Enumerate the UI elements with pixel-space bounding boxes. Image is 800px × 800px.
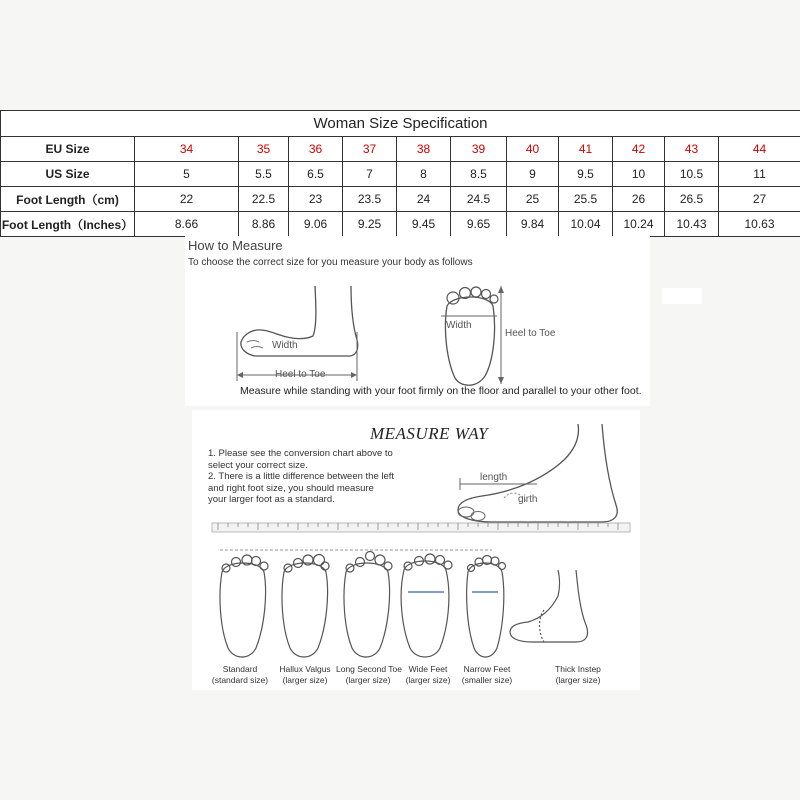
table-cell: 36 [289, 137, 343, 162]
table-cell: 8.5 [451, 162, 507, 187]
table-cell: 9.25 [343, 212, 397, 237]
table-cell: 24.5 [451, 187, 507, 212]
how-to-measure-title: How to Measure [188, 238, 283, 253]
foot-type-hallux-valgus [272, 664, 338, 686]
table-cell: 22 [135, 187, 239, 212]
note-line: select your correct size. [208, 459, 308, 471]
table-cell: 7 [343, 162, 397, 187]
foot-type-note: (larger size) [555, 675, 601, 685]
foot-side-illustration [185, 236, 650, 386]
table-cell: 27 [719, 187, 800, 212]
table-cell: 10.43 [665, 212, 719, 237]
table-cell: 38 [397, 137, 451, 162]
table-row [1, 162, 800, 187]
foot-type-note: (larger size) [405, 675, 451, 685]
row-label: Foot Length（cm) [1, 187, 135, 212]
measure-way-panel [192, 410, 640, 690]
table-cell: 39 [451, 137, 507, 162]
row-label: Foot Length（Inches） [1, 212, 135, 237]
table-cell: 9.45 [397, 212, 451, 237]
table-cell: 11 [719, 162, 800, 187]
table-cell: 9.06 [289, 212, 343, 237]
foot-type-name: Long Second Toe [336, 664, 403, 674]
table-cell: 42 [613, 137, 665, 162]
table-title: Woman Size Specification [1, 111, 800, 137]
blank-patch [662, 288, 702, 304]
table-cell: 26.5 [665, 187, 719, 212]
table-cell: 8 [397, 162, 451, 187]
table-row [1, 137, 800, 162]
foot-type-standard [210, 664, 270, 686]
measure-way-title: MEASURE WAY [370, 424, 489, 443]
foot-type-note: (standard size) [211, 675, 269, 685]
table-cell: 9 [507, 162, 559, 187]
measure-caption: Measure while standing with your foot firmly on the floor and parallel to your other foot. [240, 385, 642, 397]
sole-length-label: Heel to Toe [505, 328, 556, 339]
table-cell: 10.04 [559, 212, 613, 237]
table-cell: 41 [559, 137, 613, 162]
table-cell: 25.5 [559, 187, 613, 212]
table-title-row [1, 111, 800, 137]
girth-label: girth [518, 494, 538, 505]
how-to-measure-subtitle: To choose the correct size for you measure your body as follows [188, 257, 473, 268]
table-cell: 25 [507, 187, 559, 212]
table-cell: 35 [239, 137, 289, 162]
side-width-label: Width [272, 340, 298, 351]
note-line: and right foot size, you should measure [208, 482, 374, 494]
table-cell: 8.66 [135, 212, 239, 237]
table-cell: 8.86 [239, 212, 289, 237]
size-table [0, 110, 800, 237]
foot-type-wide-feet [398, 664, 458, 686]
note-line: 1. Please see the conversion chart above to [208, 448, 393, 459]
side-length-label: Heel to Toe [275, 369, 326, 380]
length-label: length [480, 472, 508, 483]
foot-type-long-second-toe [336, 664, 403, 686]
table-cell: 22.5 [239, 187, 289, 212]
sole-width-label: Width [446, 320, 472, 331]
table-cell: 34 [135, 137, 239, 162]
note-line: your larger foot as a standard. [208, 494, 335, 505]
table-cell: 37 [343, 137, 397, 162]
table-row [1, 212, 800, 237]
row-label: EU Size [1, 137, 135, 162]
foot-type-narrow-feet [456, 664, 518, 686]
table-cell: 10 [613, 162, 665, 187]
foot-type-name: Standard [222, 664, 258, 674]
table-cell: 43 [665, 137, 719, 162]
foot-type-note: (larger size) [345, 675, 391, 685]
how-to-measure-panel [185, 236, 650, 406]
table-cell: 5 [135, 162, 239, 187]
foot-type-thick-instep [546, 664, 610, 686]
row-label: US Size [1, 162, 135, 187]
foot-type-name: Narrow Feet [463, 664, 511, 674]
table-cell: 9.84 [507, 212, 559, 237]
table-cell: 23 [289, 187, 343, 212]
table-cell: 6.5 [289, 162, 343, 187]
table-cell: 9.65 [451, 212, 507, 237]
note-line: 2. There is a little difference between the left [208, 471, 395, 482]
table-cell: 40 [507, 137, 559, 162]
foot-type-name: Wide Feet [408, 664, 448, 674]
table-cell: 10.5 [665, 162, 719, 187]
table-cell: 5.5 [239, 162, 289, 187]
measure-way-illustration [192, 410, 640, 690]
table-cell: 24 [397, 187, 451, 212]
foot-type-note: (smaller size) [461, 675, 513, 685]
foot-type-name: Thick Instep [555, 664, 601, 674]
table-cell: 10.63 [719, 212, 800, 237]
table-cell: 26 [613, 187, 665, 212]
table-cell: 10.24 [613, 212, 665, 237]
table-cell: 44 [719, 137, 800, 162]
foot-type-name: Hallux Valgus [279, 664, 331, 674]
table-cell: 23.5 [343, 187, 397, 212]
table-row [1, 187, 800, 212]
table-cell: 9.5 [559, 162, 613, 187]
foot-type-note: (larger size) [282, 675, 328, 685]
